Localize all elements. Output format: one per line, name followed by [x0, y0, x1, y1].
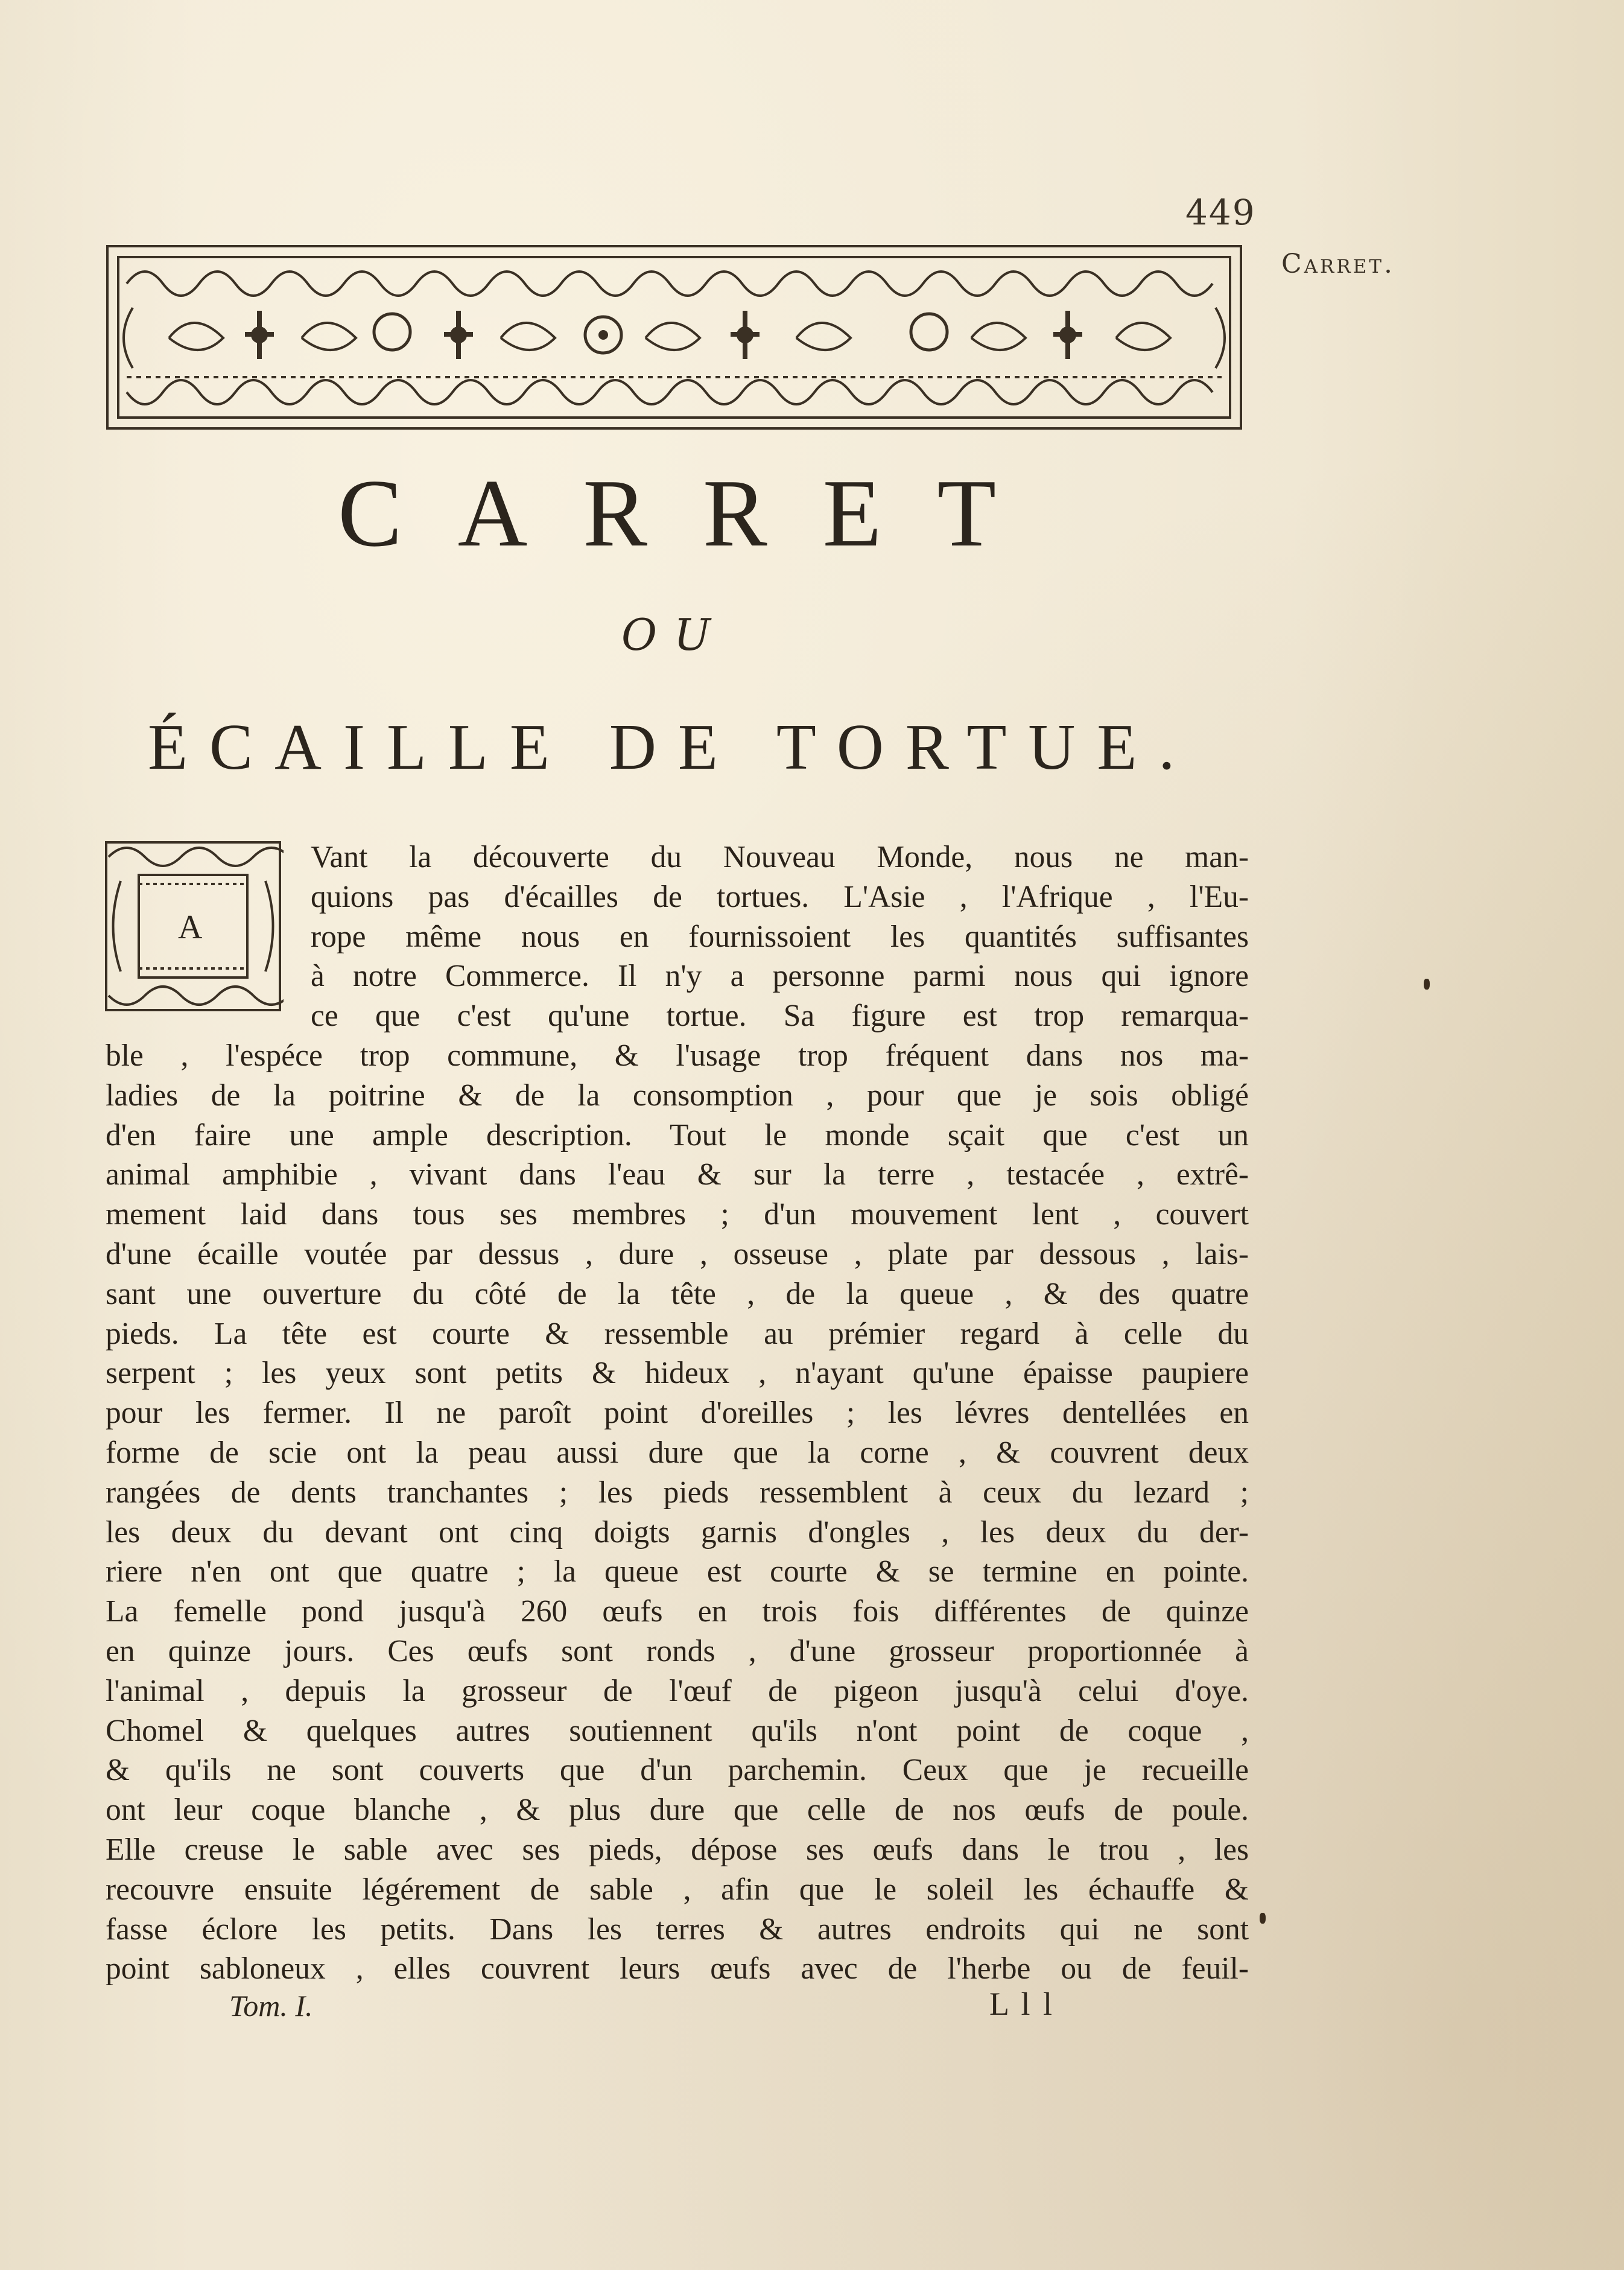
marginal-running-head: Carret.	[1281, 249, 1395, 279]
text-line: l'animal , depuis la grosseur de l'œuf de pigeon jusqu'à celui d'oye.	[106, 1673, 1249, 1708]
text-line: pieds. La tête est courte & ressemble au prémier regard à celle du	[106, 1316, 1249, 1351]
chapter-subtitle: ÉCAILLE DE TORTUE.	[148, 711, 1197, 783]
text-line: en quinze jours. Ces œufs sont ronds , d'une grosseur proportionnée à	[106, 1633, 1249, 1668]
body-paragraph	[106, 838, 1249, 1989]
volume-signature: Tom. I.	[229, 1989, 313, 2023]
chapter-title: CARRET	[338, 459, 1052, 567]
decorative-headpiece	[103, 241, 1246, 433]
text-line: ladies de la poitrine & de la consomption , pour que je sois obligé	[106, 1078, 1249, 1113]
text-line: quions pas d'écailles de tortues. L'Asie , l'Afrique , l'Eu-	[311, 879, 1249, 914]
text-line: rangées de dents tranchantes ; les pieds ressemblent à ceux du lezard ;	[106, 1475, 1249, 1510]
text-line: point sabloneux , elles couvrent leurs œufs avec de l'herbe ou de feuil-	[106, 1951, 1249, 1986]
text-line: Vant la découverte du Nouveau Monde, nous ne man-	[311, 840, 1249, 874]
text-line: pour les fermer. Il ne paroît point d'oreilles ; les lévres dentellées en	[106, 1396, 1249, 1431]
text-line: les deux du devant ont cinq doigts garnis d'ongles , les deux du der-	[106, 1515, 1249, 1550]
text-line: fasse éclore les petits. Dans les terres & autres endroits qui ne sont	[106, 1912, 1249, 1947]
text-line: Chomel & quelques autres soutiennent qu'ils n'ont point de coque ,	[106, 1713, 1249, 1748]
dropcap-letter: A	[178, 909, 203, 946]
text-line: & qu'ils ne sont couverts que d'un parchemin. Ceux que je recueille	[106, 1753, 1249, 1788]
text-line: d'une écaille voutée par dessus , dure , osseuse , plate par dessous , lais-	[106, 1236, 1249, 1271]
page-number: 449	[1185, 192, 1256, 233]
gathering-signature: L l l	[989, 1986, 1055, 2022]
ink-speck	[1424, 979, 1430, 990]
text-line: recouvre ensuite légérement de sable , afin que le soleil les échauffe &	[106, 1872, 1249, 1907]
text-line: forme de scie ont la peau aussi dure que la corne , & couvrent deux	[106, 1435, 1249, 1470]
ink-speck	[1260, 1913, 1266, 1924]
chapter-title-connector: OU	[621, 609, 728, 660]
text-line: rope même nous en fournissoient les quantités suffisantes	[311, 919, 1249, 954]
text-line: Elle creuse le sable avec ses pieds, dépose ses œufs dans le trou , les	[106, 1832, 1249, 1867]
text-line: animal amphibie , vivant dans l'eau & sur la terre , testacée , extrê-	[106, 1157, 1249, 1192]
text-line: La femelle pond jusqu'à 260 œufs en trois fois différentes de quinze	[106, 1594, 1249, 1629]
text-line: ble , l'espéce trop commune, & l'usage trop fréquent dans nos ma-	[106, 1038, 1249, 1073]
text-line: ont leur coque blanche , & plus dure que celle de nos œufs de poule.	[106, 1793, 1249, 1828]
text-line: à notre Commerce. Il n'y a personne parmi nous qui ignore	[311, 959, 1249, 994]
text-line: serpent ; les yeux sont petits & hideux , n'ayant qu'une épaisse paupiere	[106, 1356, 1249, 1391]
text-line: d'en faire une ample description. Tout le monde sçait que c'est un	[106, 1118, 1249, 1152]
text-line: ce que c'est qu'une tortue. Sa figure est trop remarqua-	[311, 999, 1249, 1034]
text-line: sant une ouverture du côté de la tête , de la queue , & des quatre	[106, 1276, 1249, 1311]
text-line: riere n'en ont que quatre ; la queue est courte & se termine en pointe.	[106, 1554, 1249, 1589]
text-line: mement laid dans tous ses membres ; d'un mouvement lent , couvert	[106, 1197, 1249, 1232]
